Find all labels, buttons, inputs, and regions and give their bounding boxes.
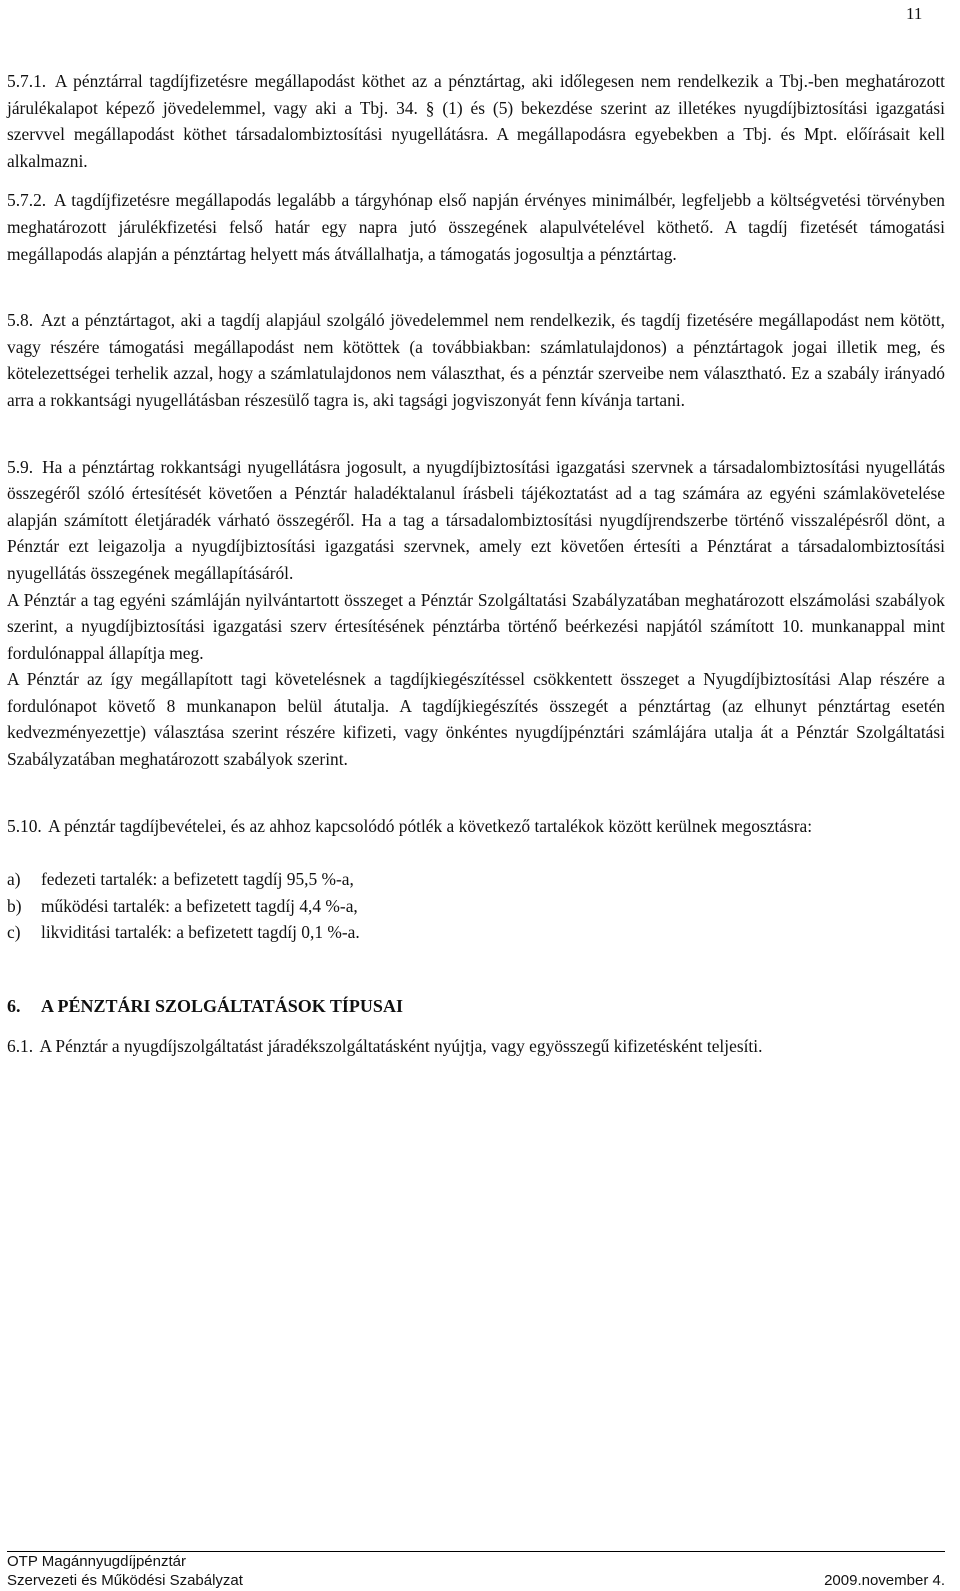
page-footer (7, 1552, 945, 1590)
paragraph-number: 5.10. (7, 815, 42, 836)
list-item (7, 919, 945, 946)
paragraph-5-9 (7, 454, 945, 587)
list-item-text: működési tartalék: a befizetett tagdíj 4,4 %-a, (41, 895, 358, 916)
list-item-label: b) (7, 895, 22, 916)
paragraph-5-7-1 (7, 68, 945, 174)
list-item (7, 866, 945, 893)
paragraph-5-9-continued-2: A Pénztár az így megállapított tagi követelésnek a tagdíjkiegészítéssel csökkentett összeget a Nyugdíjbiztosítási Alap részére a fordulónapot követő 8 munkanapon belül átutalja. A tagdíjkiegészítés összegét a pénztártag (az elhunyt pénztártag esetén kedvezményezettje) választása szerint részére kifizeti, vagy önkéntes nyugdíjpénztári számlájára utalja át a Pénztár Szolgáltatási Szabályzatában meghatározott szabályok szerint. (7, 669, 945, 770)
paragraph-text: A pénztárral tagdíjfizetésre megállapodást köthet az a pénztártag, aki időlegesen nem rendelkezik a Tbj.-ben meghatározott járulékalapot képező jövedelemmel, vagy aki a Tbj. 34. § (1) és (5) bekezdése szerint az illetékes nyugdíjbiztosítási igazgatási szervvel megállapodást köthet társadalombiztosítási nyugellátásra. A megállapodásra egyebekben a Tbj. és Mpt. előírásait kell alkalmazni. (7, 71, 946, 171)
section-heading (7, 992, 945, 1020)
paragraph-text: Azt a pénztártagot, aki a tagdíj alapjául szolgáló jövedelemmel nem rendelkezik, és tagdíj fizetésére megállapodást nem kötött, vagy részére támogatási megállapodást nem kötöttek (a továbbiakban: számlatulajdonos) a pénztártagok jogai illetik meg, és kötelezettségei terhelik azzal, hogy a számlatulajdonos nem választhat, és a pénztár szerveibe nem választható. Ez a szabály irányadó arra a rokkantsági nyugellátásban részesülő tagra is, aki tagsági jogviszonyát fenn kívánja tartani. (7, 310, 946, 410)
paragraph-number: 5.7.1. (7, 71, 47, 91)
paragraph-number: 6.1. (7, 1036, 34, 1057)
footer-date: 2009.november 4. (824, 1572, 945, 1589)
reserve-list (7, 866, 945, 946)
footer-doc-title: Szervezeti és Működési Szabályzat (7, 1572, 243, 1589)
paragraph-number: 5.8. (7, 310, 34, 331)
section-number: 6. (7, 996, 21, 1017)
paragraph-5-8 (7, 307, 945, 413)
footer-org: OTP Magánnyugdíjpénztár (7, 1553, 186, 1570)
paragraph-text: A pénztár tagdíjbevételei, és az ahhoz kapcsolódó pótlék a következő tartalékok között kerülnek megosztásra: (48, 815, 813, 836)
paragraph-text: Ha a pénztártag rokkantsági nyugellátásra jogosult, a nyugdíjbiztosítási igazgatási szervnek a társadalombiztosítási nyugellátás összegéről szóló értesítését követően a Pénztár haladéktalanul írásbeli tájékoztatást ad a tag számára az egyéni számlakövetelése alapján számított életjáradék várható összegéről. Ha a tag a társadalombiztosítási nyugdíjrendszerbe történő visszalépésről dönt, a Pénztár ezt leigazolja a nyugdíjbiztosítási igazgatási szervnek, amely ezt követően értesíti a Pénztárat a társadalombiztosítási nyugellátás összegének megállapításáról. (7, 456, 945, 583)
paragraph-number: 5.7.2. (7, 190, 47, 211)
document-body (7, 68, 945, 1060)
section-title: A PÉNZTÁRI SZOLGÁLTATÁSOK TÍPUSAI (41, 996, 403, 1017)
paragraph-text: A tagdíjfizetésre megállapodás legalább a tárgyhónap első napján érvényes minimálbér, legfeljebb a költségvetési törvényben meghatározott járulékfizetési felső határ egy napra jutó összegének alapulvételével köthető. A tagdíj fizetését támogatási megállapodás alapján a pénztártag helyett más átvállalhatja, a támogatás jogosultja a pénztártag. (7, 190, 945, 264)
list-item-label: c) (7, 922, 21, 943)
list-item (7, 893, 945, 920)
paragraph-5-10 (7, 813, 945, 840)
list-item-text: fedezeti tartalék: a befizetett tagdíj 95,5 %-a, (41, 869, 354, 890)
paragraph-6-1 (7, 1033, 945, 1060)
paragraph-text: A Pénztár a nyugdíjszolgáltatást járadékszolgáltatásként nyújtja, vagy egyösszegű kifizetésként teljesíti. (39, 1036, 763, 1057)
paragraph-5-9-continued: A Pénztár a tag egyéni számláján nyilvántartott összeget a Pénztár Szolgáltatási Szabályzatában meghatározott elszámolási szabályok szerint, a nyugdíjbiztosítási igazgatási szerv értesítésének pénztárba történő beérkezési napjától számított 10. munkanappal mint fordulónappal állapítja meg. (7, 589, 945, 663)
list-item-label: a) (7, 869, 21, 890)
paragraph-5-7-2 (7, 187, 945, 267)
page-number: 11 (906, 4, 923, 23)
list-item-text: likviditási tartalék: a befizetett tagdíj 0,1 %-a. (41, 922, 360, 943)
paragraph-number: 5.9. (7, 456, 34, 477)
